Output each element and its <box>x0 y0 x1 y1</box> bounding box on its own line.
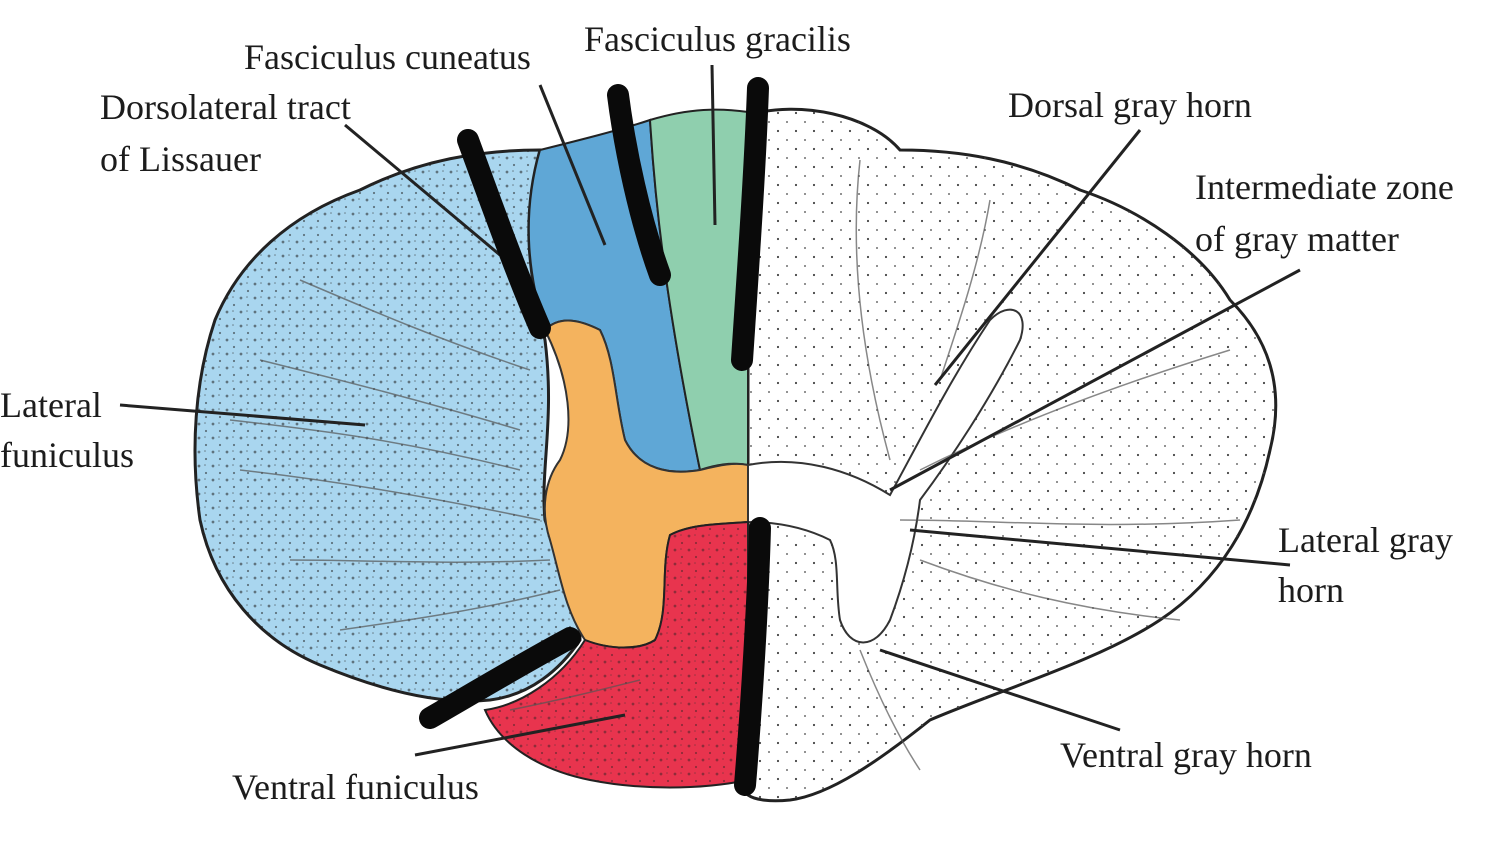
label-lateral-funiculus-line1: Lateral <box>0 385 102 425</box>
label-fasciculus-gracilis: Fasciculus gracilis <box>584 19 851 59</box>
label-ventral-funiculus: Ventral funiculus <box>232 767 479 807</box>
lateral-funiculus-stipple <box>195 150 580 701</box>
label-fasciculus-cuneatus: Fasciculus cuneatus <box>244 37 531 77</box>
label-lateral-gray-horn-line2: horn <box>1278 570 1344 610</box>
label-intermediate-zone-line2: of gray matter <box>1195 219 1399 259</box>
label-lateral-gray-horn-line1: Lateral gray <box>1278 520 1453 560</box>
right-white-matter-stipple <box>748 109 1276 801</box>
label-dorsolateral-tract-line2: of Lissauer <box>100 139 261 179</box>
label-ventral-gray-horn: Ventral gray horn <box>1060 735 1312 775</box>
label-dorsolateral-tract-line1: Dorsolateral tract <box>100 87 351 127</box>
label-dorsal-gray-horn: Dorsal gray horn <box>1008 85 1252 125</box>
label-intermediate-zone-line1: Intermediate zone <box>1195 167 1454 207</box>
label-lateral-funiculus-line2: funiculus <box>0 435 134 475</box>
